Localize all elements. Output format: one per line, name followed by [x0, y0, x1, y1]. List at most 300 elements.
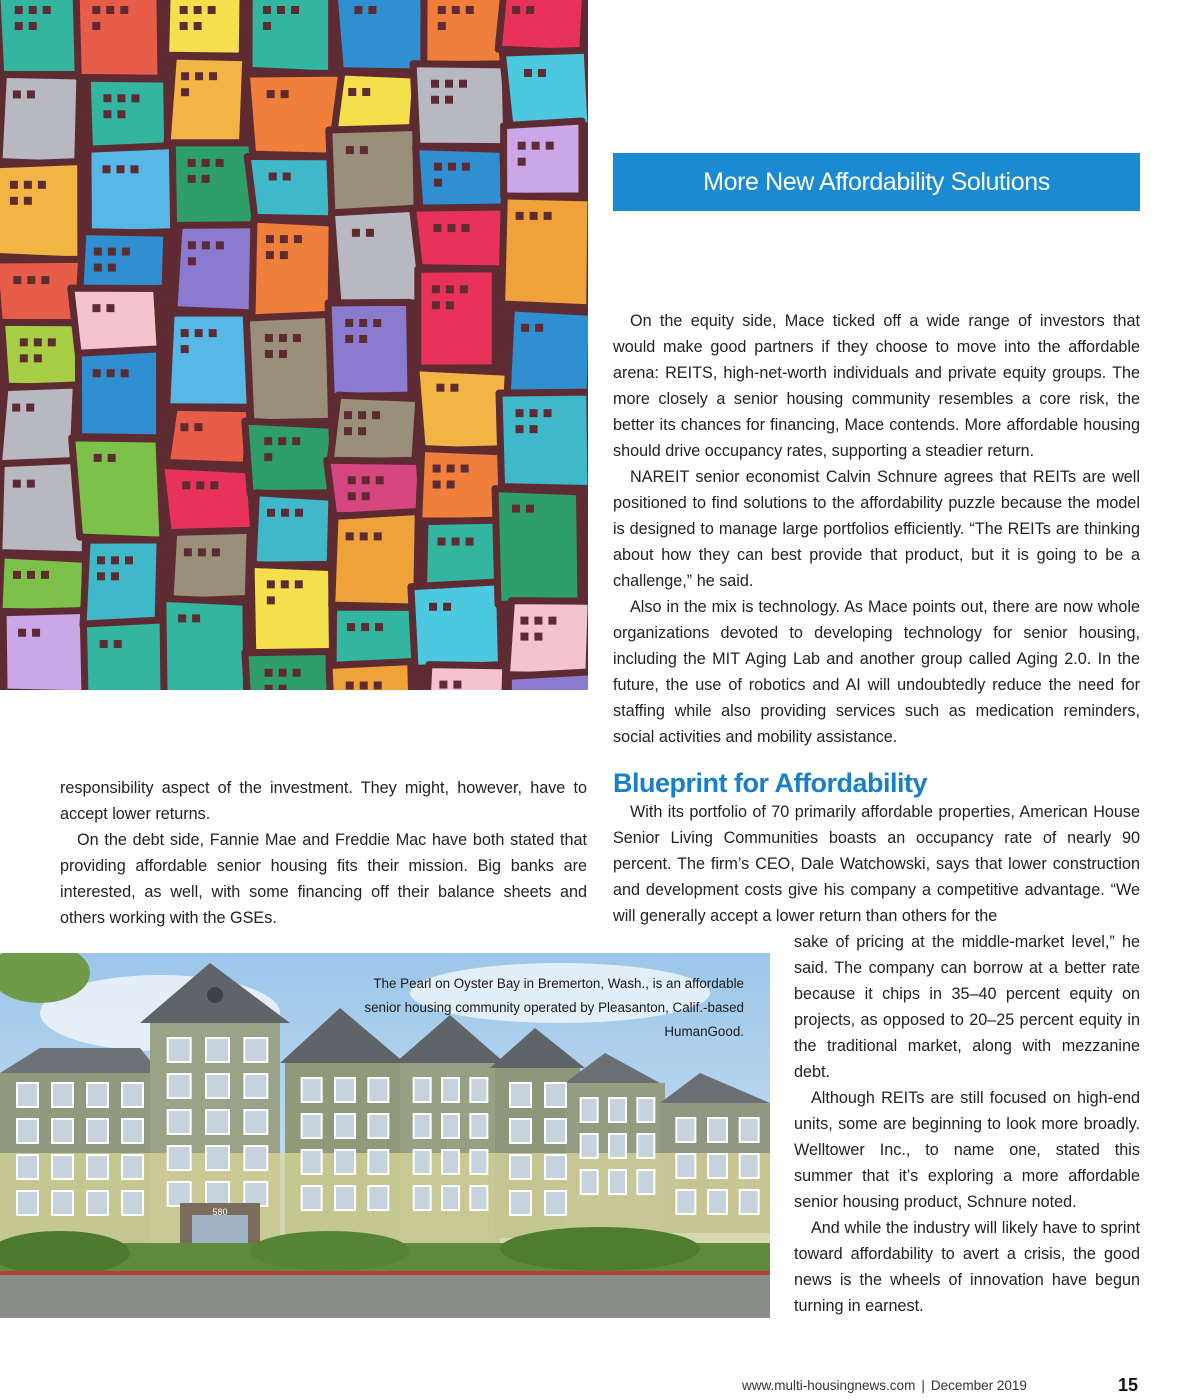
window-mark	[208, 6, 216, 14]
photo-window	[335, 1078, 355, 1102]
window-mark	[345, 319, 353, 327]
window-mark	[362, 476, 370, 484]
window-mark	[530, 409, 538, 417]
window-mark	[195, 72, 203, 80]
photo-window	[302, 1078, 322, 1102]
building-shape	[416, 147, 505, 210]
window-mark	[433, 480, 441, 488]
photo-window	[708, 1154, 727, 1178]
photo-window	[545, 1191, 566, 1215]
window-mark	[432, 285, 440, 293]
photo-window	[740, 1118, 759, 1142]
window-mark	[281, 90, 289, 98]
window-mark	[516, 212, 524, 220]
window-mark	[92, 22, 100, 30]
window-mark	[279, 685, 287, 690]
window-mark	[512, 505, 520, 513]
window-mark	[100, 640, 108, 648]
window-mark	[436, 384, 444, 392]
window-mark	[438, 22, 446, 30]
window-mark	[375, 623, 383, 631]
window-mark	[38, 181, 46, 189]
photo-window	[510, 1083, 531, 1107]
photo-window	[368, 1078, 388, 1102]
building-shape	[167, 56, 246, 143]
window-mark	[346, 146, 354, 154]
photo-window	[609, 1134, 626, 1158]
photo-window	[545, 1155, 566, 1179]
city-illustration	[0, 0, 588, 690]
window-mark	[181, 345, 189, 353]
window-mark	[344, 411, 352, 419]
window-mark	[182, 481, 190, 489]
photo-window	[122, 1155, 143, 1179]
window-mark	[376, 476, 384, 484]
photo-window	[470, 1150, 487, 1174]
photo-window	[168, 1182, 191, 1206]
photo-window	[244, 1074, 267, 1098]
photo-window	[414, 1150, 431, 1174]
building-shape	[502, 50, 588, 126]
building-shape	[76, 0, 161, 78]
building-shape	[253, 493, 332, 565]
paragraph: And while the industry will likely have to sprint toward affordability to avert a crisis, the good news is the wheels of innovation have begun turning in earnest.	[794, 1219, 1140, 1315]
building-shape	[507, 308, 588, 396]
building-shape	[425, 665, 505, 690]
photo-window	[442, 1150, 459, 1174]
window-mark	[283, 172, 291, 180]
photo-window	[206, 1038, 229, 1062]
window-mark	[180, 22, 188, 30]
photo-window	[17, 1083, 38, 1107]
window-mark	[111, 572, 119, 580]
window-mark	[526, 505, 534, 513]
window-mark	[32, 629, 40, 637]
window-mark	[460, 285, 468, 293]
window-mark	[267, 90, 275, 98]
photo-window	[122, 1119, 143, 1143]
window-mark	[281, 509, 289, 517]
window-mark	[281, 580, 289, 588]
window-mark	[10, 197, 18, 205]
window-mark	[216, 159, 224, 167]
building-shape	[418, 269, 495, 368]
window-mark	[125, 556, 133, 564]
photo-window	[168, 1146, 191, 1170]
photo-window	[637, 1134, 654, 1158]
photo-window	[52, 1155, 73, 1179]
window-mark	[180, 6, 188, 14]
window-mark	[446, 301, 454, 309]
building-shape	[166, 407, 250, 465]
photo-window	[335, 1150, 355, 1174]
paragraph: On the equity side, Mace ticked off a wide range of investors that would make good partners if they choose to move into the affordable arena: REITS, high-net-worth individuals and private equity groups. The more closely a senior housing community resembles a core risk, the better its chances for financing, Mace contends. More affordable housing should drive occupancy rates, supporting a steadier return.	[613, 312, 1140, 460]
window-mark	[94, 454, 102, 462]
window-mark	[116, 165, 124, 173]
building-number: 580	[212, 1207, 228, 1217]
sidebar-banner	[613, 153, 1140, 211]
window-mark	[94, 264, 102, 272]
window-mark	[26, 404, 34, 412]
paragraph: Although REITs are still focused on high-end units, some are beginning to look more broadly. Welltower Inc., to name one, stated this summer that it’s exploring a more affordable senior housing product, Schnure noted.	[794, 1089, 1140, 1211]
window-mark	[344, 427, 352, 435]
photo-window	[302, 1186, 322, 1210]
photo-window	[335, 1186, 355, 1210]
building-shape	[332, 511, 419, 607]
window-mark	[210, 481, 218, 489]
window-mark	[445, 80, 453, 88]
section-heading: Blueprint for Affordability	[613, 768, 927, 798]
photo-window	[87, 1083, 108, 1107]
building-shape	[0, 74, 80, 164]
window-mark	[360, 682, 368, 690]
banner-title: More New Affordability Solutions	[703, 167, 1050, 196]
window-mark	[466, 6, 474, 14]
photo-window	[302, 1114, 322, 1138]
photo-window	[302, 1150, 322, 1174]
window-mark	[429, 603, 437, 611]
window-mark	[438, 538, 446, 546]
window-mark	[348, 476, 356, 484]
window-mark	[466, 538, 474, 546]
window-mark	[352, 229, 360, 237]
window-mark	[445, 96, 453, 104]
paragraph: Also in the mix is technology. As Mace points out, there are now whole organizations devoted to developing technology for senior housing, including the MIT Aging Lab and another group called Aging 2.0. In the future, the use of robotics and AI will undoubtedly reduce the need for staffing while also providing services such as medication reminders, social activities and mobility assistance.	[613, 598, 1140, 746]
window-mark	[518, 142, 526, 150]
window-mark	[534, 617, 542, 625]
window-mark	[433, 464, 441, 472]
window-mark	[131, 94, 139, 102]
building-shape	[72, 438, 163, 540]
photo-window	[442, 1186, 459, 1210]
building-shape	[252, 219, 332, 322]
building-shape	[499, 392, 588, 489]
photo-window	[52, 1191, 73, 1215]
building-shape	[495, 489, 581, 605]
building-shape	[413, 64, 507, 147]
photo-window	[87, 1155, 108, 1179]
building-shape	[329, 662, 412, 690]
window-mark	[188, 175, 196, 183]
photo-window	[414, 1186, 431, 1210]
window-mark	[359, 335, 367, 343]
photo-window	[581, 1134, 598, 1158]
window-mark	[27, 276, 35, 284]
building-shape	[83, 540, 160, 626]
window-mark	[13, 90, 21, 98]
window-mark	[194, 6, 202, 14]
window-mark	[10, 181, 18, 189]
window-mark	[373, 319, 381, 327]
building-shape	[161, 465, 254, 532]
building-shape	[0, 162, 81, 261]
footer-url[interactable]: www.multi-housingnews.com	[742, 1378, 916, 1393]
window-mark	[188, 241, 196, 249]
window-mark	[279, 669, 287, 677]
photo-window	[414, 1078, 431, 1102]
window-mark	[194, 423, 202, 431]
window-mark	[27, 90, 35, 98]
photo-window	[510, 1191, 531, 1215]
building-shape	[88, 146, 174, 234]
building-shape	[71, 288, 161, 356]
window-mark	[97, 572, 105, 580]
window-mark	[279, 334, 287, 342]
window-mark	[360, 146, 368, 154]
window-mark	[452, 538, 460, 546]
building-shape	[251, 564, 332, 654]
building-shape	[411, 582, 502, 669]
window-mark	[280, 235, 288, 243]
window-mark	[346, 682, 354, 690]
window-mark	[360, 532, 368, 540]
photo-window	[545, 1083, 566, 1107]
footer-date: December 2019	[930, 1378, 1027, 1393]
photo-window	[368, 1114, 388, 1138]
window-mark	[293, 669, 301, 677]
window-mark	[372, 411, 380, 419]
window-mark	[264, 453, 272, 461]
photo-window	[244, 1038, 267, 1062]
window-mark	[520, 633, 528, 641]
window-mark	[516, 409, 524, 417]
building-shape	[0, 0, 81, 74]
window-mark	[184, 548, 192, 556]
window-mark	[362, 88, 370, 96]
window-mark	[448, 163, 456, 171]
building-shape	[166, 0, 243, 56]
footer-separator: |	[921, 1378, 925, 1393]
window-mark	[374, 682, 382, 690]
right-column-top-text	[613, 308, 1140, 750]
window-mark	[15, 22, 23, 30]
building-shape	[330, 395, 419, 462]
window-mark	[192, 614, 200, 622]
window-mark	[13, 480, 21, 488]
photo-window	[510, 1119, 531, 1143]
building-shape	[249, 0, 332, 74]
window-mark	[348, 88, 356, 96]
photo-window	[122, 1083, 143, 1107]
photo-window	[708, 1118, 727, 1142]
photo-window	[168, 1110, 191, 1134]
window-mark	[212, 548, 220, 556]
window-mark	[267, 580, 275, 588]
window-mark	[433, 224, 441, 232]
window-mark	[530, 425, 538, 433]
window-mark	[294, 235, 302, 243]
window-mark	[548, 617, 556, 625]
window-mark	[452, 6, 460, 14]
window-mark	[180, 423, 188, 431]
window-mark	[107, 369, 115, 377]
photo-window	[676, 1190, 695, 1214]
window-mark	[278, 437, 286, 445]
building-shape	[174, 225, 260, 313]
building-shape	[167, 313, 255, 407]
window-mark	[108, 264, 116, 272]
building-shape	[329, 127, 417, 213]
photo-window	[244, 1146, 267, 1170]
photo-window	[637, 1170, 654, 1194]
window-mark	[544, 212, 552, 220]
window-mark	[348, 492, 356, 500]
window-mark	[194, 22, 202, 30]
window-mark	[358, 411, 366, 419]
window-mark	[103, 110, 111, 118]
window-mark	[366, 229, 374, 237]
window-mark	[209, 329, 217, 337]
window-mark	[263, 22, 271, 30]
window-mark	[13, 276, 21, 284]
photo-window	[581, 1170, 598, 1194]
photo-window	[442, 1078, 459, 1102]
right-column-mid-text	[613, 799, 1140, 929]
window-mark	[266, 251, 274, 259]
window-mark	[269, 172, 277, 180]
window-mark	[198, 548, 206, 556]
window-mark	[188, 257, 196, 265]
window-mark	[117, 94, 125, 102]
window-mark	[431, 80, 439, 88]
window-mark	[20, 354, 28, 362]
window-mark	[48, 338, 56, 346]
window-mark	[432, 301, 440, 309]
window-mark	[535, 324, 543, 332]
photo-window	[740, 1190, 759, 1214]
window-mark	[27, 480, 35, 488]
window-mark	[94, 248, 102, 256]
window-mark	[434, 163, 442, 171]
photo-window	[545, 1119, 566, 1143]
window-mark	[293, 334, 301, 342]
photo-window	[122, 1191, 143, 1215]
page-footer	[742, 1378, 1027, 1393]
window-mark	[20, 338, 28, 346]
building-shape	[328, 302, 411, 396]
window-mark	[267, 509, 275, 517]
photo-window	[368, 1186, 388, 1210]
paragraph: On the debt side, Fannie Mae and Freddie Mac have both stated that providing affordable senior housing fits their mission. Big banks are interested, as well, with some financing off their balance sheets and others working with the GSEs.	[60, 831, 587, 927]
window-mark	[362, 492, 370, 500]
window-mark	[277, 6, 285, 14]
window-mark	[434, 179, 442, 187]
window-mark	[292, 437, 300, 445]
window-mark	[368, 6, 376, 14]
window-mark	[534, 633, 542, 641]
window-mark	[209, 72, 217, 80]
window-mark	[117, 110, 125, 118]
window-mark	[447, 224, 455, 232]
window-mark	[196, 481, 204, 489]
window-mark	[97, 556, 105, 564]
window-mark	[92, 304, 100, 312]
paragraph: sake of pricing at the middle-market level,” he said. The company can borrow at a better rate because it chips in 35–40 percent equity on projects, as opposed to 20–25 percent equity in the traditional market, along with mezzanine debt.	[794, 933, 1140, 1081]
window-mark	[202, 241, 210, 249]
building-shape	[83, 620, 167, 690]
window-mark	[43, 6, 51, 14]
window-mark	[532, 142, 540, 150]
window-mark	[453, 681, 461, 689]
window-mark	[431, 96, 439, 104]
window-mark	[93, 369, 101, 377]
photo-window	[708, 1190, 727, 1214]
photo-window	[52, 1119, 73, 1143]
window-mark	[265, 350, 273, 358]
photo-window	[206, 1110, 229, 1134]
window-mark	[346, 532, 354, 540]
window-mark	[439, 681, 447, 689]
window-mark	[446, 285, 454, 293]
building-shape	[245, 421, 335, 494]
building-shape	[0, 385, 76, 467]
building-shape	[504, 121, 582, 196]
window-mark	[438, 6, 446, 14]
window-mark	[12, 404, 20, 412]
window-mark	[195, 329, 203, 337]
window-mark	[122, 248, 130, 256]
building-shape	[3, 610, 88, 690]
photo-window	[470, 1114, 487, 1138]
window-mark	[202, 159, 210, 167]
window-mark	[114, 640, 122, 648]
window-mark	[266, 235, 274, 243]
window-mark	[461, 224, 469, 232]
photo-window	[17, 1191, 38, 1215]
paragraph: responsibility aspect of the investment. They might, however, have to accept lower returns.	[60, 779, 587, 823]
photo-window	[87, 1191, 108, 1215]
window-mark	[92, 6, 100, 14]
window-mark	[181, 88, 189, 96]
window-mark	[41, 571, 49, 579]
window-mark	[459, 80, 467, 88]
photo-window	[740, 1154, 759, 1178]
paragraph: NAREIT senior economist Calvin Schnure agrees that REITs are well positioned to find solutions to the affordability puzzle because the model is designed to manage large portfolios efficiently. “The REITs are thinking about how they can best provide that product, but it is going to be a challenge,” he said.	[613, 468, 1140, 590]
window-mark	[263, 6, 271, 14]
window-mark	[216, 241, 224, 249]
window-mark	[29, 22, 37, 30]
left-column-text	[60, 775, 587, 931]
photo-window	[609, 1170, 626, 1194]
building-shape	[506, 601, 588, 677]
photo-window	[206, 1182, 229, 1206]
photo-window	[335, 1114, 355, 1138]
window-mark	[530, 212, 538, 220]
window-mark	[202, 175, 210, 183]
window-mark	[279, 350, 287, 358]
building-shape	[327, 460, 423, 516]
window-mark	[264, 437, 272, 445]
building-shape	[170, 530, 250, 601]
window-mark	[108, 454, 116, 462]
photo-window	[244, 1182, 267, 1206]
photo-window	[17, 1155, 38, 1179]
photo-window	[510, 1155, 531, 1179]
window-mark	[447, 480, 455, 488]
window-mark	[121, 369, 129, 377]
photo-window	[414, 1114, 431, 1138]
window-mark	[106, 304, 114, 312]
photo-window	[581, 1098, 598, 1122]
window-mark	[295, 580, 303, 588]
window-mark	[181, 72, 189, 80]
window-mark	[111, 556, 119, 564]
page-number: 15	[1118, 1375, 1139, 1395]
window-mark	[280, 251, 288, 259]
window-mark	[512, 6, 520, 14]
building-shape	[424, 0, 507, 65]
window-mark	[34, 354, 42, 362]
